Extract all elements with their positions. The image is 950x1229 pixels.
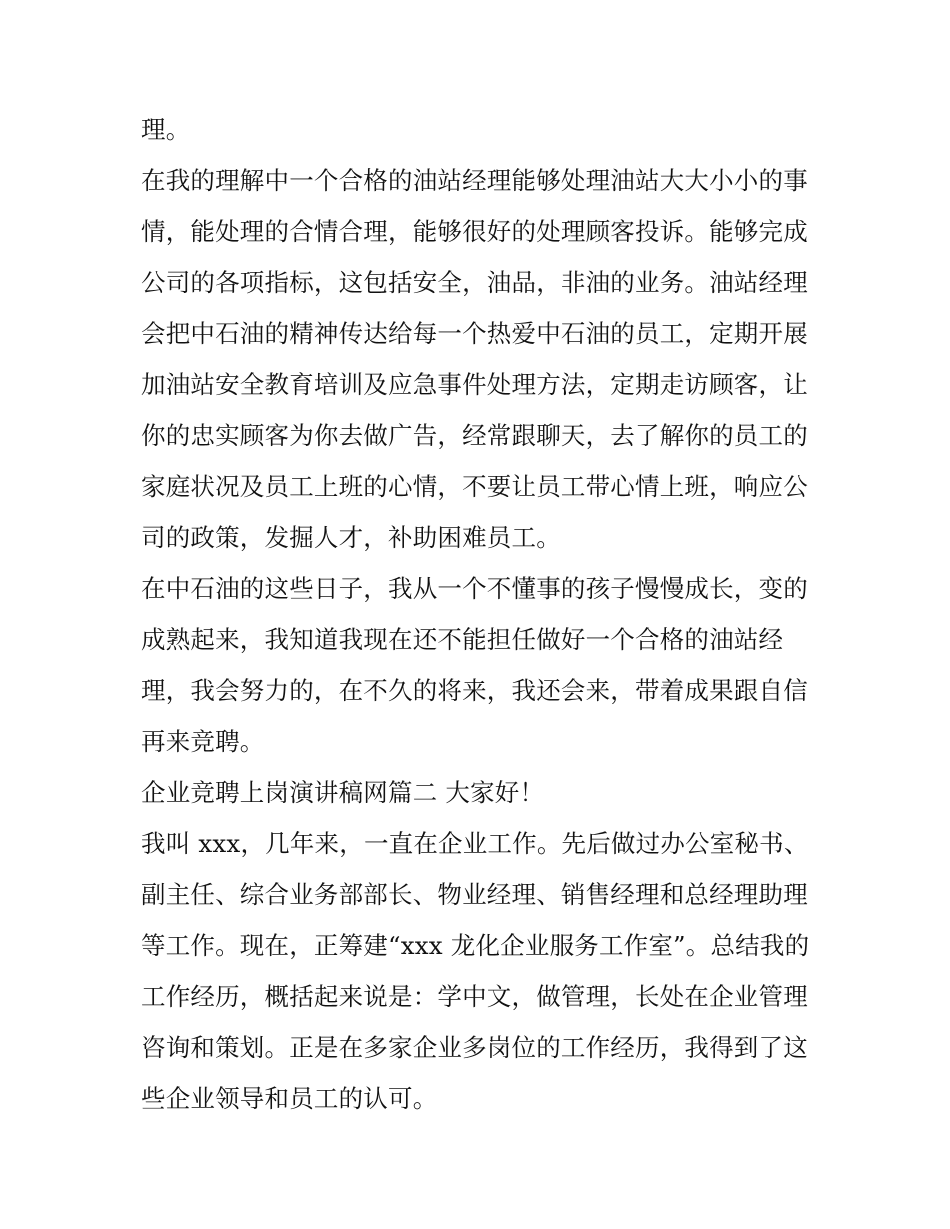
text-line: 会把中石油的精神传达给每一个热爱中石油的员工，定期开展 <box>141 319 808 348</box>
text-line: 咨询和策划。正是在多家企业多岗位的工作经历，我得到了这 <box>141 1033 808 1062</box>
text-line: 你的忠实顾客为你去做广告，经常跟聊天，去了解你的员工的 <box>141 421 808 450</box>
text-line: 公司的各项指标，这包括安全，油品，非油的业务。油站经理 <box>141 268 808 297</box>
text-line: 司的政策，发掘人才，补助困难员工。 <box>141 523 561 552</box>
text-line: 理，我会努力的，在不久的将来，我还会来，带着成果跟自信 <box>141 676 808 705</box>
text-line: 些企业领导和员工的认可。 <box>141 1084 438 1113</box>
text-line: 加油站安全教育培训及应急事件处理方法，定期走访顾客，让 <box>141 370 808 399</box>
text-line: 再来竞聘。 <box>141 727 265 756</box>
text-line: 家庭状况及员工上班的心情，不要让员工带心情上班，响应公 <box>141 472 808 501</box>
text-line: 成熟起来，我知道我现在还不能担任做好一个合格的油站经 <box>141 625 784 654</box>
document-body <box>141 104 811 1124</box>
text-line: 副主任、综合业务部部长、物业经理、销售经理和总经理助理 <box>141 880 808 909</box>
text-line: 在中石油的这些日子，我从一个不懂事的孩子慢慢成长，变的 <box>141 574 808 603</box>
section-heading-line: 企业竞聘上岗演讲稿网篇二 大家好！ <box>141 778 545 807</box>
text-line: 等工作。现在，正筹建“xxx 龙化企业服务工作室”。总结我的 <box>141 931 810 960</box>
text-line: 在我的理解中一个合格的油站经理能够处理油站大大小小的事 <box>141 166 808 195</box>
text-line: 理。 <box>141 115 191 144</box>
text-line: 我叫 xxx，几年来，一直在企业工作。先后做过办公室秘书、 <box>141 829 809 858</box>
text-line: 情，能处理的合情合理，能够很好的处理顾客投诉。能够完成 <box>141 217 808 246</box>
text-line: 工作经历，概括起来说是：学中文，做管理，长处在企业管理 <box>141 982 808 1011</box>
